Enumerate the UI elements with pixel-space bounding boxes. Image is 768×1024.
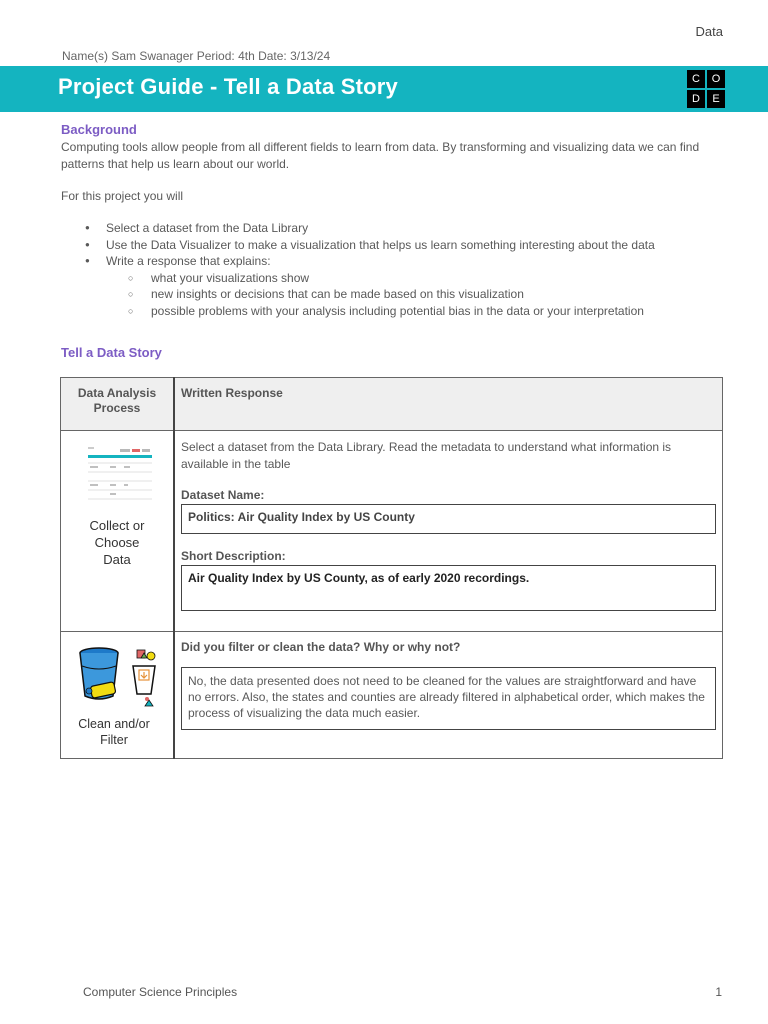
project-intro: For this project you will bbox=[61, 189, 184, 203]
response-cell-clean bbox=[174, 632, 723, 759]
list-item: ● Select a dataset from the Data Library bbox=[61, 220, 741, 237]
list-item: ● Write a response that explains: bbox=[61, 253, 741, 270]
page-number: 1 bbox=[715, 985, 722, 999]
list-item: ○ what your visualizations show bbox=[61, 270, 741, 287]
data-story-table bbox=[60, 377, 723, 759]
short-description-field[interactable]: Air Quality Index by US County, as of early 2020 recordings. bbox=[181, 565, 716, 611]
table-header-row bbox=[61, 378, 723, 431]
step-cell-collect bbox=[61, 431, 175, 632]
list-item: ○ possible problems with your analysis including potential bias in the data or your interpretation bbox=[61, 303, 741, 320]
list-item: ○ new insights or decisions that can be made based on this visualization bbox=[61, 286, 741, 303]
column-header-response: Written Response bbox=[174, 378, 723, 431]
header-tag: Data bbox=[695, 24, 723, 39]
column-header-process: Data Analysis Process bbox=[61, 378, 175, 431]
list-item: ● Use the Data Visualizer to make a visualization that helps us learn something interesting about the data bbox=[61, 237, 741, 254]
code-logo bbox=[686, 69, 726, 109]
page-title: Project Guide - Tell a Data Story bbox=[58, 74, 398, 99]
student-info-line: Name(s) Sam Swanager Period: 4th Date: 3/13/24 bbox=[62, 49, 331, 63]
dataset-name-field[interactable]: Politics: Air Quality Index by US County bbox=[181, 504, 716, 534]
background-paragraph: Computing tools allow people from all different fields to learn from data. By transforming and visualizing data we can find patterns that help us learn about our world. bbox=[61, 140, 700, 171]
response-cell-collect bbox=[174, 431, 723, 632]
logo-letter: D bbox=[686, 89, 706, 109]
short-description-label: Short Description: bbox=[181, 549, 286, 563]
background-heading: Background bbox=[61, 122, 137, 137]
step-cell-clean bbox=[61, 632, 175, 759]
dataset-name-label: Dataset Name: bbox=[181, 488, 265, 502]
bucket-and-sponge-icon bbox=[75, 644, 167, 712]
logo-letter: C bbox=[686, 69, 706, 89]
table-row bbox=[61, 632, 723, 759]
story-heading: Tell a Data Story bbox=[61, 345, 162, 360]
step-label-clean: Clean and/or Filter bbox=[78, 717, 150, 747]
table-row bbox=[61, 431, 723, 632]
step-label-collect: Collect or Choose Data bbox=[89, 518, 145, 567]
logo-letter: E bbox=[706, 89, 726, 109]
logo-letter: O bbox=[706, 69, 726, 89]
clean-answer-field[interactable]: No, the data presented does not need to be cleaned for the values are straightforward and have no errors. Also, the states and counties are already filtered in alphabetical order, which makes the process of visualizing the data much easier. bbox=[181, 667, 716, 730]
clean-question: Did you filter or clean the data? Why or why not? bbox=[181, 640, 461, 654]
footer-course: Computer Science Principles bbox=[83, 985, 238, 999]
collect-instructions: Select a dataset from the Data Library. Read the metadata to understand what information is available in the table bbox=[181, 440, 672, 471]
data-table-thumbnail-icon bbox=[84, 445, 154, 507]
task-list bbox=[61, 220, 741, 319]
